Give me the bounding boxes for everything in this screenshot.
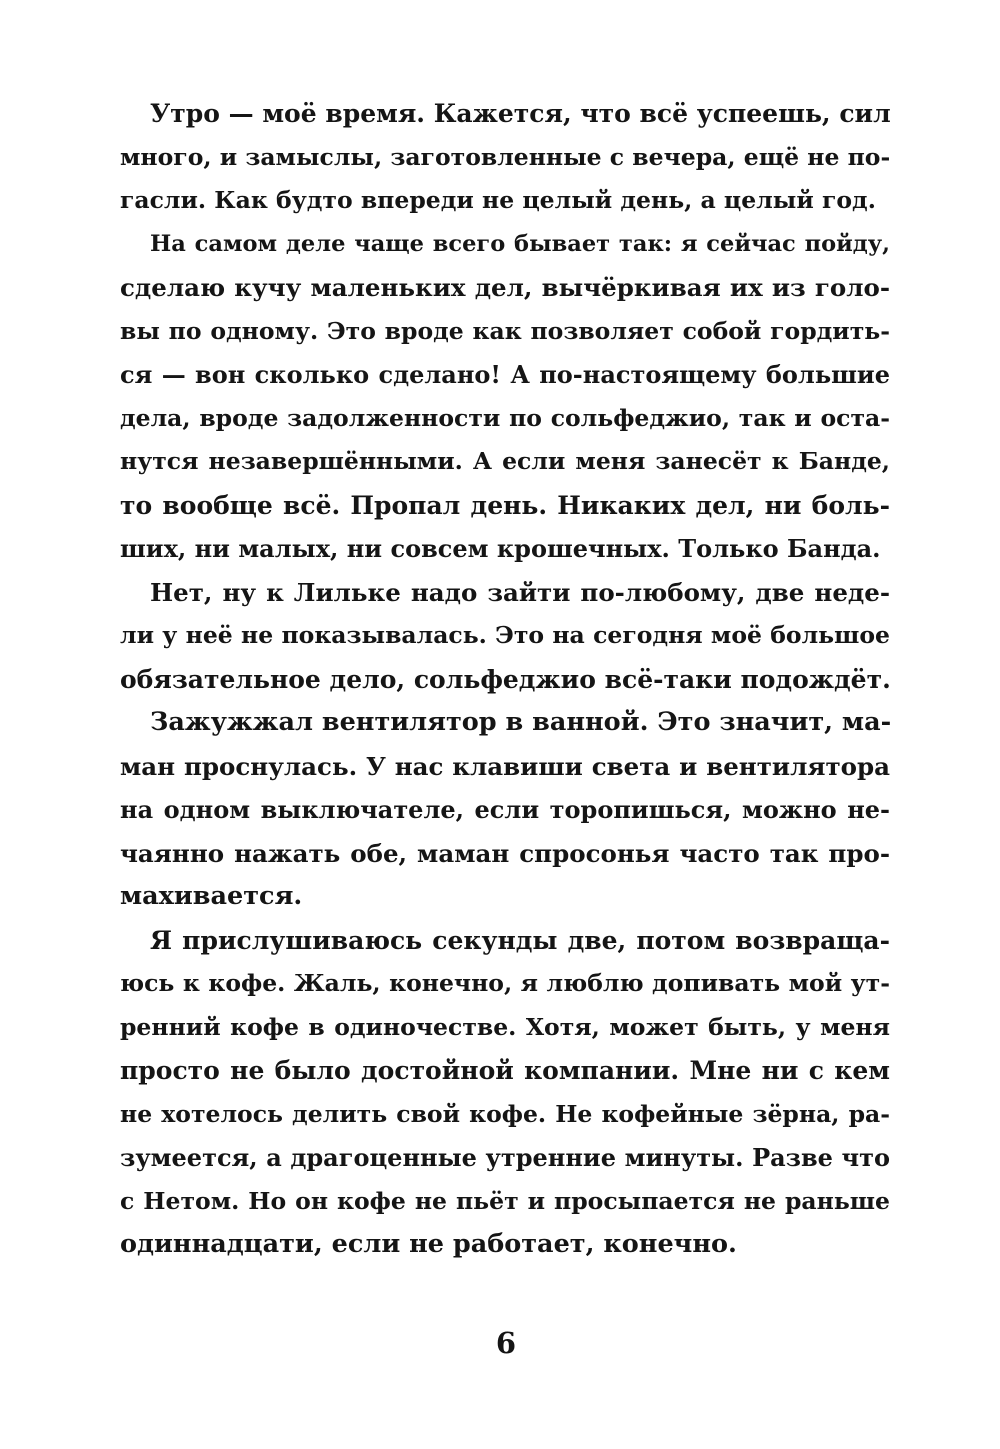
text-line: то вообще всё. Пропал день. Никаких дел, ни боль- [120, 490, 890, 520]
text-line: не хотелось делить свой кофе. Не кофейные зёрна, ра- [120, 1099, 890, 1128]
text-line: На самом деле чаще всего бывает так: я сейчас пойду, [150, 230, 890, 257]
text-line: чаянно нажать обе, маман спросонья часто так про- [120, 838, 890, 868]
text-line: юсь к кофе. Жаль, конечно, я люблю допивать мой ут- [120, 969, 890, 997]
text-line: сделаю кучу маленьких дел, вычёркивая их из голо- [120, 273, 890, 302]
text-line: много, и замыслы, заготовленные с вечера, ещё не по- [120, 142, 891, 171]
text-line: ли у неё не показывалась. Это на сегодня моё большое [120, 621, 890, 649]
text-line: дела, вроде задолженности по сольфеджио, так и оста- [120, 403, 890, 432]
text-line: с Нетом. Но он кофе не пьёт и просыпается не раньше [120, 1186, 890, 1215]
text-line: махивается. [120, 881, 303, 911]
text-line: ренний кофе в одиночестве. Хотя, может быть, у меня [120, 1012, 890, 1041]
text-line: зумеется, а драгоценные утренние минуты. Разве что [120, 1143, 890, 1172]
text-line: ся — вон сколько сделано! А по-настоящему большие [120, 360, 890, 389]
body-text [120, 92, 890, 1267]
text-line: на одном выключателе, если торопишься, можно не- [120, 795, 890, 824]
text-line: Утро — моё время. Кажется, что всё успеешь, сил [150, 99, 891, 128]
text-line: гасли. Как будто впереди не целый день, а целый год. [120, 186, 876, 214]
page-number: 6 [495, 1326, 517, 1360]
text-line: одиннадцати, если не работает, конечно. [120, 1229, 737, 1259]
text-line: Зажужжал вентилятор в ванной. Это значит, ма- [150, 707, 892, 737]
text-line: Я прислушиваюсь секунды две, потом возвраща- [150, 925, 890, 955]
text-line: просто не было достойной компании. Мне ни с кем [120, 1056, 890, 1085]
text-line: Нет, ну к Лильке надо зайти по-любому, две неде- [150, 577, 890, 607]
text-line: вы по одному. Это вроде как позволяет собой гордить- [120, 316, 890, 345]
text-line: ман проснулась. У нас клавиши света и вентилятора [120, 751, 890, 781]
text-line: нутся незавершёнными. А если меня занесёт к Банде, [120, 447, 890, 475]
text-line: ших, ни малых, ни совсем крошечных. Только Банда. [120, 534, 881, 563]
text-line: обязательное дело, сольфеджио всё-таки подождёт. [120, 664, 891, 694]
